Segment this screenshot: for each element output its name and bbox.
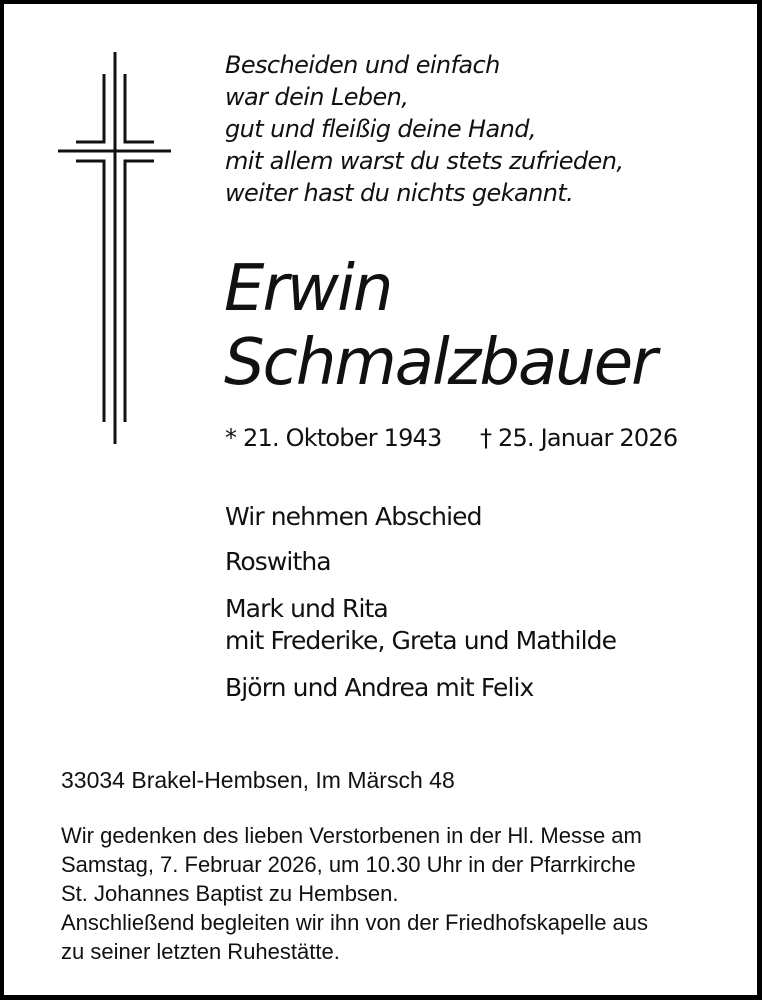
- last-name: Schmalzbauer: [224, 326, 656, 400]
- mourner-name: Mark und Rita: [225, 594, 388, 623]
- mourner-name: mit Frederike, Greta und Mathilde: [225, 626, 617, 655]
- poem: [225, 49, 623, 209]
- poem-line: mit allem warst du stets zufrieden,: [225, 147, 624, 175]
- birth-date: * 21. Oktober 1943: [225, 424, 442, 452]
- poem-line: Bescheiden und einfach: [225, 51, 500, 79]
- service-line: zu seiner letzten Ruhestätte.: [61, 939, 340, 964]
- address: 33034 Brakel-Hembsen, Im Märsch 48: [61, 767, 455, 793]
- poem-line: gut und fleißig deine Hand,: [225, 115, 536, 143]
- mourner-name: Roswitha: [225, 547, 331, 576]
- first-name: Erwin: [224, 252, 392, 326]
- service-line: St. Johannes Baptist zu Hembsen.: [61, 881, 399, 906]
- mourner-name: Björn und Andrea mit Felix: [225, 673, 534, 702]
- service-line: Samstag, 7. Februar 2026, um 10.30 Uhr in der Pfarrkirche: [61, 852, 636, 877]
- poem-line: war dein Leben,: [225, 83, 409, 111]
- deceased-name: [224, 252, 655, 400]
- service-text: [61, 821, 648, 966]
- cross-icon: [4, 4, 204, 464]
- obituary-page: [4, 4, 757, 995]
- poem-line: weiter hast du nichts gekannt.: [225, 179, 574, 207]
- service-line: Wir gedenken des lieben Verstorbenen in der Hl. Messe am: [61, 823, 642, 848]
- death-date: † 25. Januar 2026: [480, 424, 678, 452]
- service-line: Anschließend begleiten wir ihn von der Friedhofskapelle aus: [61, 910, 649, 935]
- mourners-intro: Wir nehmen Abschied: [225, 502, 482, 531]
